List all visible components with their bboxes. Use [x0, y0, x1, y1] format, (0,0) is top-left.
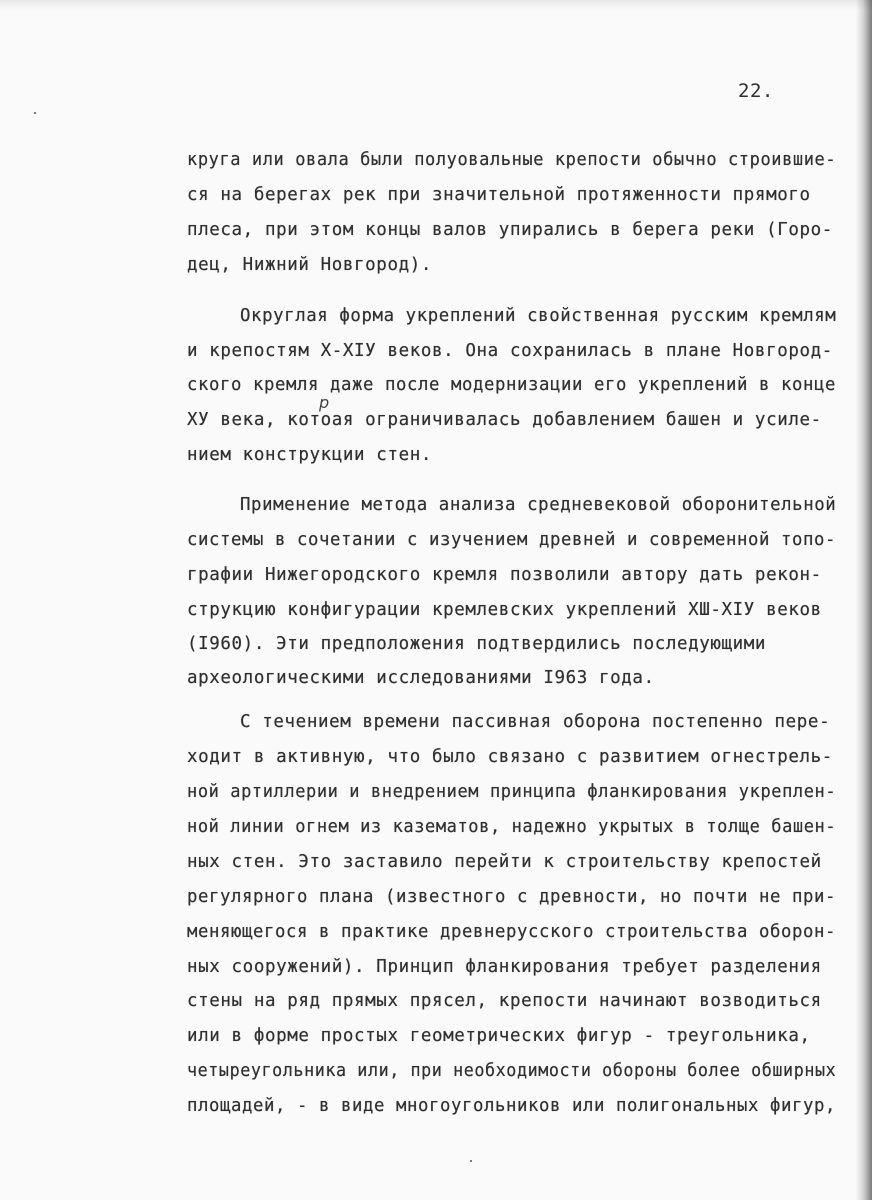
page-number: 22.	[738, 80, 774, 102]
text-line: археологическими исследованиями I963 года.	[187, 668, 655, 688]
text-line: графии Нижегородского кремля позволили автору дать рекон-	[187, 565, 822, 585]
scan-top-shadow	[0, 0, 872, 10]
text-line: струкцию конфигурации кремлевских укреплений XШ-XIУ веков	[187, 600, 822, 620]
text-line: регулярного плана (известного с древности, но почти не при-	[187, 887, 837, 907]
text-line: нием конструкции стен.	[187, 445, 432, 465]
scan-speck	[34, 112, 36, 114]
text-line: площадей, - в виде многоугольников или полигональных фигур,	[187, 1096, 837, 1116]
text-line: (I960). Эти предположения подтвердились последующими	[187, 634, 767, 654]
text-line: Применение метода анализа средневековой оборонительной	[240, 495, 837, 515]
text-line: ходит в активную, что было связано с развитием огнестрель-	[187, 747, 833, 767]
text-line: дец, Нижний Новгород).	[187, 255, 432, 275]
text-line: XУ века, котоая ограничивалась добавлением башен и усиле-	[187, 410, 822, 430]
text-line: меняющегося в практике древнерусского строительства оборон-	[187, 922, 837, 942]
scan-edge-shadow	[856, 0, 872, 1200]
text-line: Округлая форма укреплений свойственная русским кремлям	[240, 306, 837, 326]
text-line: ной линии огнем из казематов, надежно укрытых в толще башен-	[187, 817, 837, 837]
text-line: ной артиллерии и внедрением принципа фланкирования укреплен-	[187, 782, 837, 802]
text-line: ных стен. Это заставило перейти к строительству крепостей	[187, 852, 822, 872]
text-line: ского кремля даже после модернизации его укреплений в конце	[187, 375, 837, 395]
text-line: четыреугольника или, при необходимости обороны более обширных	[187, 1061, 837, 1081]
text-line: стены на ряд прямых прясел, крепости начинают возводиться	[187, 991, 822, 1011]
scan-speck	[470, 1160, 472, 1162]
handwritten-correction: р	[319, 393, 330, 412]
text-line: системы в сочетании с изучением древней и современной топо-	[187, 530, 837, 550]
text-line: плеса, при этом концы валов упирались в берега реки (Горо-	[187, 220, 833, 240]
text-line: круга или овала были полуовальные крепости обычно строившие-	[187, 150, 837, 170]
text-line: ных сооружений). Принцип фланкирования требует разделения	[187, 957, 822, 977]
text-line: и крепостям X-XIУ веков. Она сохранилась в плане Новгород-	[187, 341, 833, 361]
text-line: или в форме простых геометрических фигур - треугольника,	[187, 1026, 811, 1046]
text-line: С течением времени пассивная оборона постепенно пере-	[240, 712, 831, 732]
text-line: ся на берегах рек при значительной протяженности прямого	[187, 185, 811, 205]
